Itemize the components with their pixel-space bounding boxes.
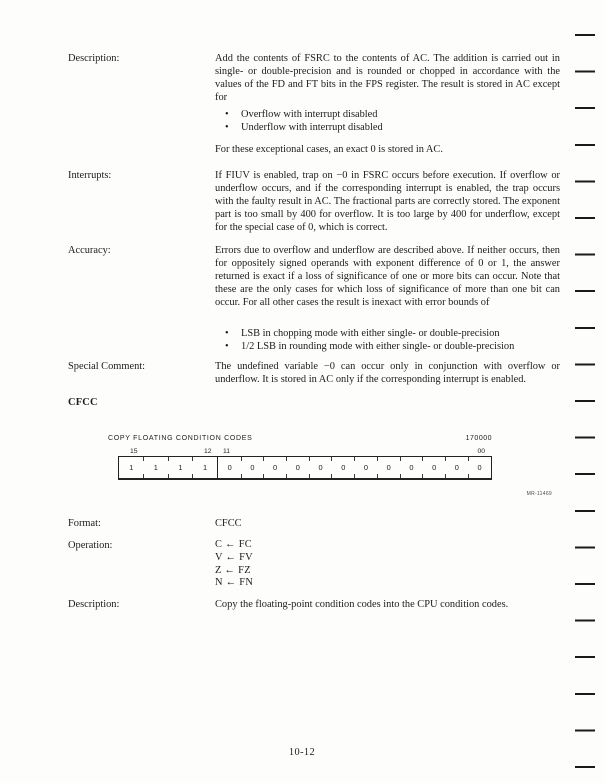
- interrupts-paragraph: [215, 169, 560, 234]
- instruction-heading-cfcc: CFCC: [68, 397, 98, 408]
- bit-cell: 1: [119, 457, 144, 478]
- bit-cell: 0: [355, 457, 378, 478]
- bullet-item: [215, 121, 560, 134]
- bit-cell: 0: [446, 457, 469, 478]
- bullet-icon: •: [225, 109, 229, 120]
- paragraph-text: The undefined variable −0 can occur only in conjunction with overflow or underflow. It is stored in AC only if the corresponding interrupt is enabled.: [215, 361, 560, 385]
- bullet-text: Overflow with interrupt disabled: [241, 109, 378, 120]
- special-comment-paragraph: [215, 360, 560, 386]
- bit-cell: 0: [400, 457, 423, 478]
- label-description-2: Description:: [68, 599, 120, 610]
- bit-label-12: 12: [204, 448, 212, 455]
- register-diagram-box: [118, 456, 492, 480]
- bullet-item: [215, 327, 560, 340]
- paragraph-text: Errors due to overflow and underflow are described above. If neither occurs, then for oppositely signed operands with exponent difference of 0 or 1, the answer returned is exact if a loss of significance of one or more bits can occur. Note that these are the only cases for which loss of significance of more than one bit can occur. For all other cases the result is inexact with error bounds of: [215, 245, 560, 308]
- description-2-paragraph: [215, 598, 560, 611]
- register-diagram-bit-labels: [118, 445, 492, 454]
- operation-line: Z ← FZ: [215, 564, 251, 576]
- label-accuracy: Accuracy:: [68, 245, 111, 256]
- accuracy-paragraph: [215, 244, 560, 309]
- bit-cell: 0: [286, 457, 309, 478]
- operation-line: V ← FV: [215, 551, 253, 563]
- bit-cell: 0: [241, 457, 264, 478]
- bullet-item: [215, 340, 560, 353]
- bullet-text: 1/2 LSB in rounding mode with either single- or double-precision: [241, 341, 515, 352]
- format-value: CFCC: [215, 518, 242, 529]
- bit-cell: 1: [144, 457, 169, 478]
- operation-line: C ← FC: [215, 539, 253, 550]
- bullet-text: Underflow with interrupt disabled: [241, 122, 383, 133]
- bit-cell: 0: [309, 457, 332, 478]
- paragraph-text: Copy the floating-point condition codes into the CPU condition codes.: [215, 599, 509, 610]
- label-format: Format:: [68, 518, 101, 529]
- label-description-1: Description:: [68, 53, 120, 64]
- bit-label-15: 15: [130, 448, 138, 455]
- paragraph-text: Add the contents of FSRC to the contents of AC. The addition is carried out in single- or double-precision and is rounded or chopped in accordance with the values of the FD and FT bits in the FPS register. The result is stored in AC except for: [215, 53, 560, 103]
- bit-cell: 1: [193, 457, 219, 478]
- accuracy-bullets: [215, 327, 560, 353]
- bit-label-00: 00: [477, 448, 485, 455]
- paragraph-text: If FIUV is enabled, trap on −0 in FSRC occurs before execution. If overflow or underflow occurs, and if the corresponding interrupt is enabled, the trap occurs with the faulty result in AC. The fractional parts are correctly stored. The exponent part is too small by 400 for overflow. It is too large by 400 for underflow, except for the special case of 0, which is correct.: [215, 170, 560, 233]
- bullet-icon: •: [225, 122, 229, 133]
- bit-cell: 0: [477, 463, 482, 472]
- register-diagram-opcode: 170000: [465, 435, 492, 442]
- bit-cell: 0: [264, 457, 287, 478]
- description-1-closing: [215, 143, 560, 156]
- bullet-icon: •: [225, 341, 229, 352]
- bit-cell: 0: [377, 457, 400, 478]
- bit-cell: 0: [218, 457, 241, 478]
- operation-lines: [215, 539, 560, 590]
- label-special-comment: Special Comment:: [68, 361, 146, 372]
- page-edge-marks: [575, 34, 595, 770]
- description-1-bullets: [215, 108, 560, 134]
- page-number: 10-12: [288, 747, 316, 758]
- bit-cell: 0: [332, 457, 355, 478]
- paragraph-text: For these exceptional cases, an exact 0 is stored in AC.: [215, 144, 443, 155]
- description-1-paragraph: [215, 52, 560, 104]
- bit-cell: 0: [423, 457, 446, 478]
- bit-cell: 1: [168, 457, 193, 478]
- bit-label-11: 11: [223, 448, 231, 455]
- bullet-icon: •: [225, 328, 229, 339]
- figure-reference: MR-11469: [526, 491, 552, 497]
- label-interrupts: Interrupts:: [68, 170, 112, 181]
- register-diagram-title: COPY FLOATING CONDITION CODES: [108, 435, 253, 442]
- label-operation: Operation:: [68, 540, 113, 551]
- bullet-text: LSB in chopping mode with either single- or double-precision: [241, 328, 500, 339]
- bullet-item: [215, 108, 560, 121]
- operation-line: N ← FN: [215, 577, 254, 589]
